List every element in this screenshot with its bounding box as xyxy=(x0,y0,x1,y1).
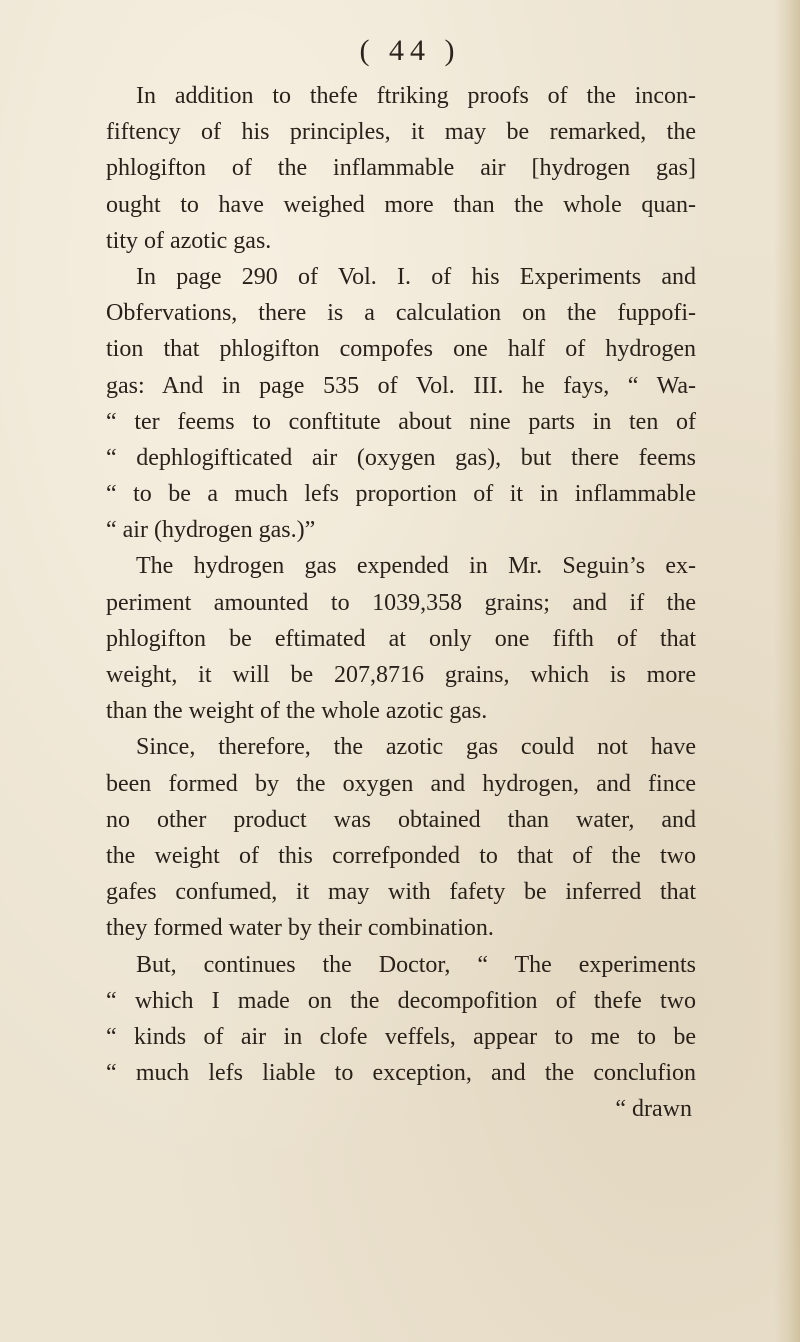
text-line: they formed water by their combination. xyxy=(106,915,494,942)
text-line: “ to be a much lefs proportion of it in inflammable xyxy=(106,481,696,508)
text-line: In addition to thefe ftriking proofs of the incon- xyxy=(136,83,696,109)
text-line: tity of azotic gas. xyxy=(106,227,272,254)
text-line: fiftency of his principles, it may be remarked, the xyxy=(106,119,696,146)
text-line: “ much lefs liable to exception, and the conclufion xyxy=(106,1060,696,1087)
text-line: “ which I made on the decompofition of thefe two xyxy=(106,987,696,1014)
text-line: weight, it will be 207,8716 grains, which is more xyxy=(106,662,696,688)
text-line: “ air (hydrogen gas.)” xyxy=(106,517,316,544)
catchword-line: “ drawn xyxy=(615,1096,692,1123)
text-line: phlogifton be eftimated at only one fifth of that xyxy=(106,625,696,652)
page-number: ( 44 ) xyxy=(359,34,461,67)
text-line: In page 290 of Vol. I. of his Experiments and xyxy=(136,263,696,290)
text-line: gafes confumed, it may with fafety be inferred that xyxy=(106,879,696,906)
text-line: The hydrogen gas expended in Mr. Seguin’s ex- xyxy=(136,553,696,580)
text-line: phlogifton of the inflammable air [hydrogen gas] xyxy=(106,155,696,182)
text-line: “ ter feems to conftitute about nine parts in ten of xyxy=(106,408,696,435)
text-line: been formed by the oxygen and hydrogen, and fince xyxy=(106,770,696,797)
text-line: ought to have weighed more than the whole quan- xyxy=(106,191,696,218)
text-line: periment amounted to 1039,358 grains; and if the xyxy=(106,589,696,616)
text-line: the weight of this correfponded to that of the two xyxy=(106,842,696,869)
text-line: than the weight of the whole azotic gas. xyxy=(106,698,488,725)
text-line: Obfervations, there is a calculation on the fuppofi- xyxy=(106,300,696,327)
body-text xyxy=(106,78,696,1127)
text-line: gas: And in page 535 of Vol. III. he fays, “ Wa- xyxy=(106,372,696,399)
text-line: no other product was obtained than water, and xyxy=(106,806,696,833)
text-line: “ kinds of air in clofe veffels, appear to me to be xyxy=(106,1023,696,1050)
page-edge-shadow xyxy=(774,0,800,1342)
text-line: tion that phlogifton compofes one half of hydrogen xyxy=(106,336,696,363)
text-line: But, continues the Doctor, “ The experiments xyxy=(136,951,696,978)
text-line: Since, therefore, the azotic gas could not have xyxy=(136,734,696,761)
text-line: “ dephlogifticated air (oxygen gas), but there feems xyxy=(106,444,696,471)
